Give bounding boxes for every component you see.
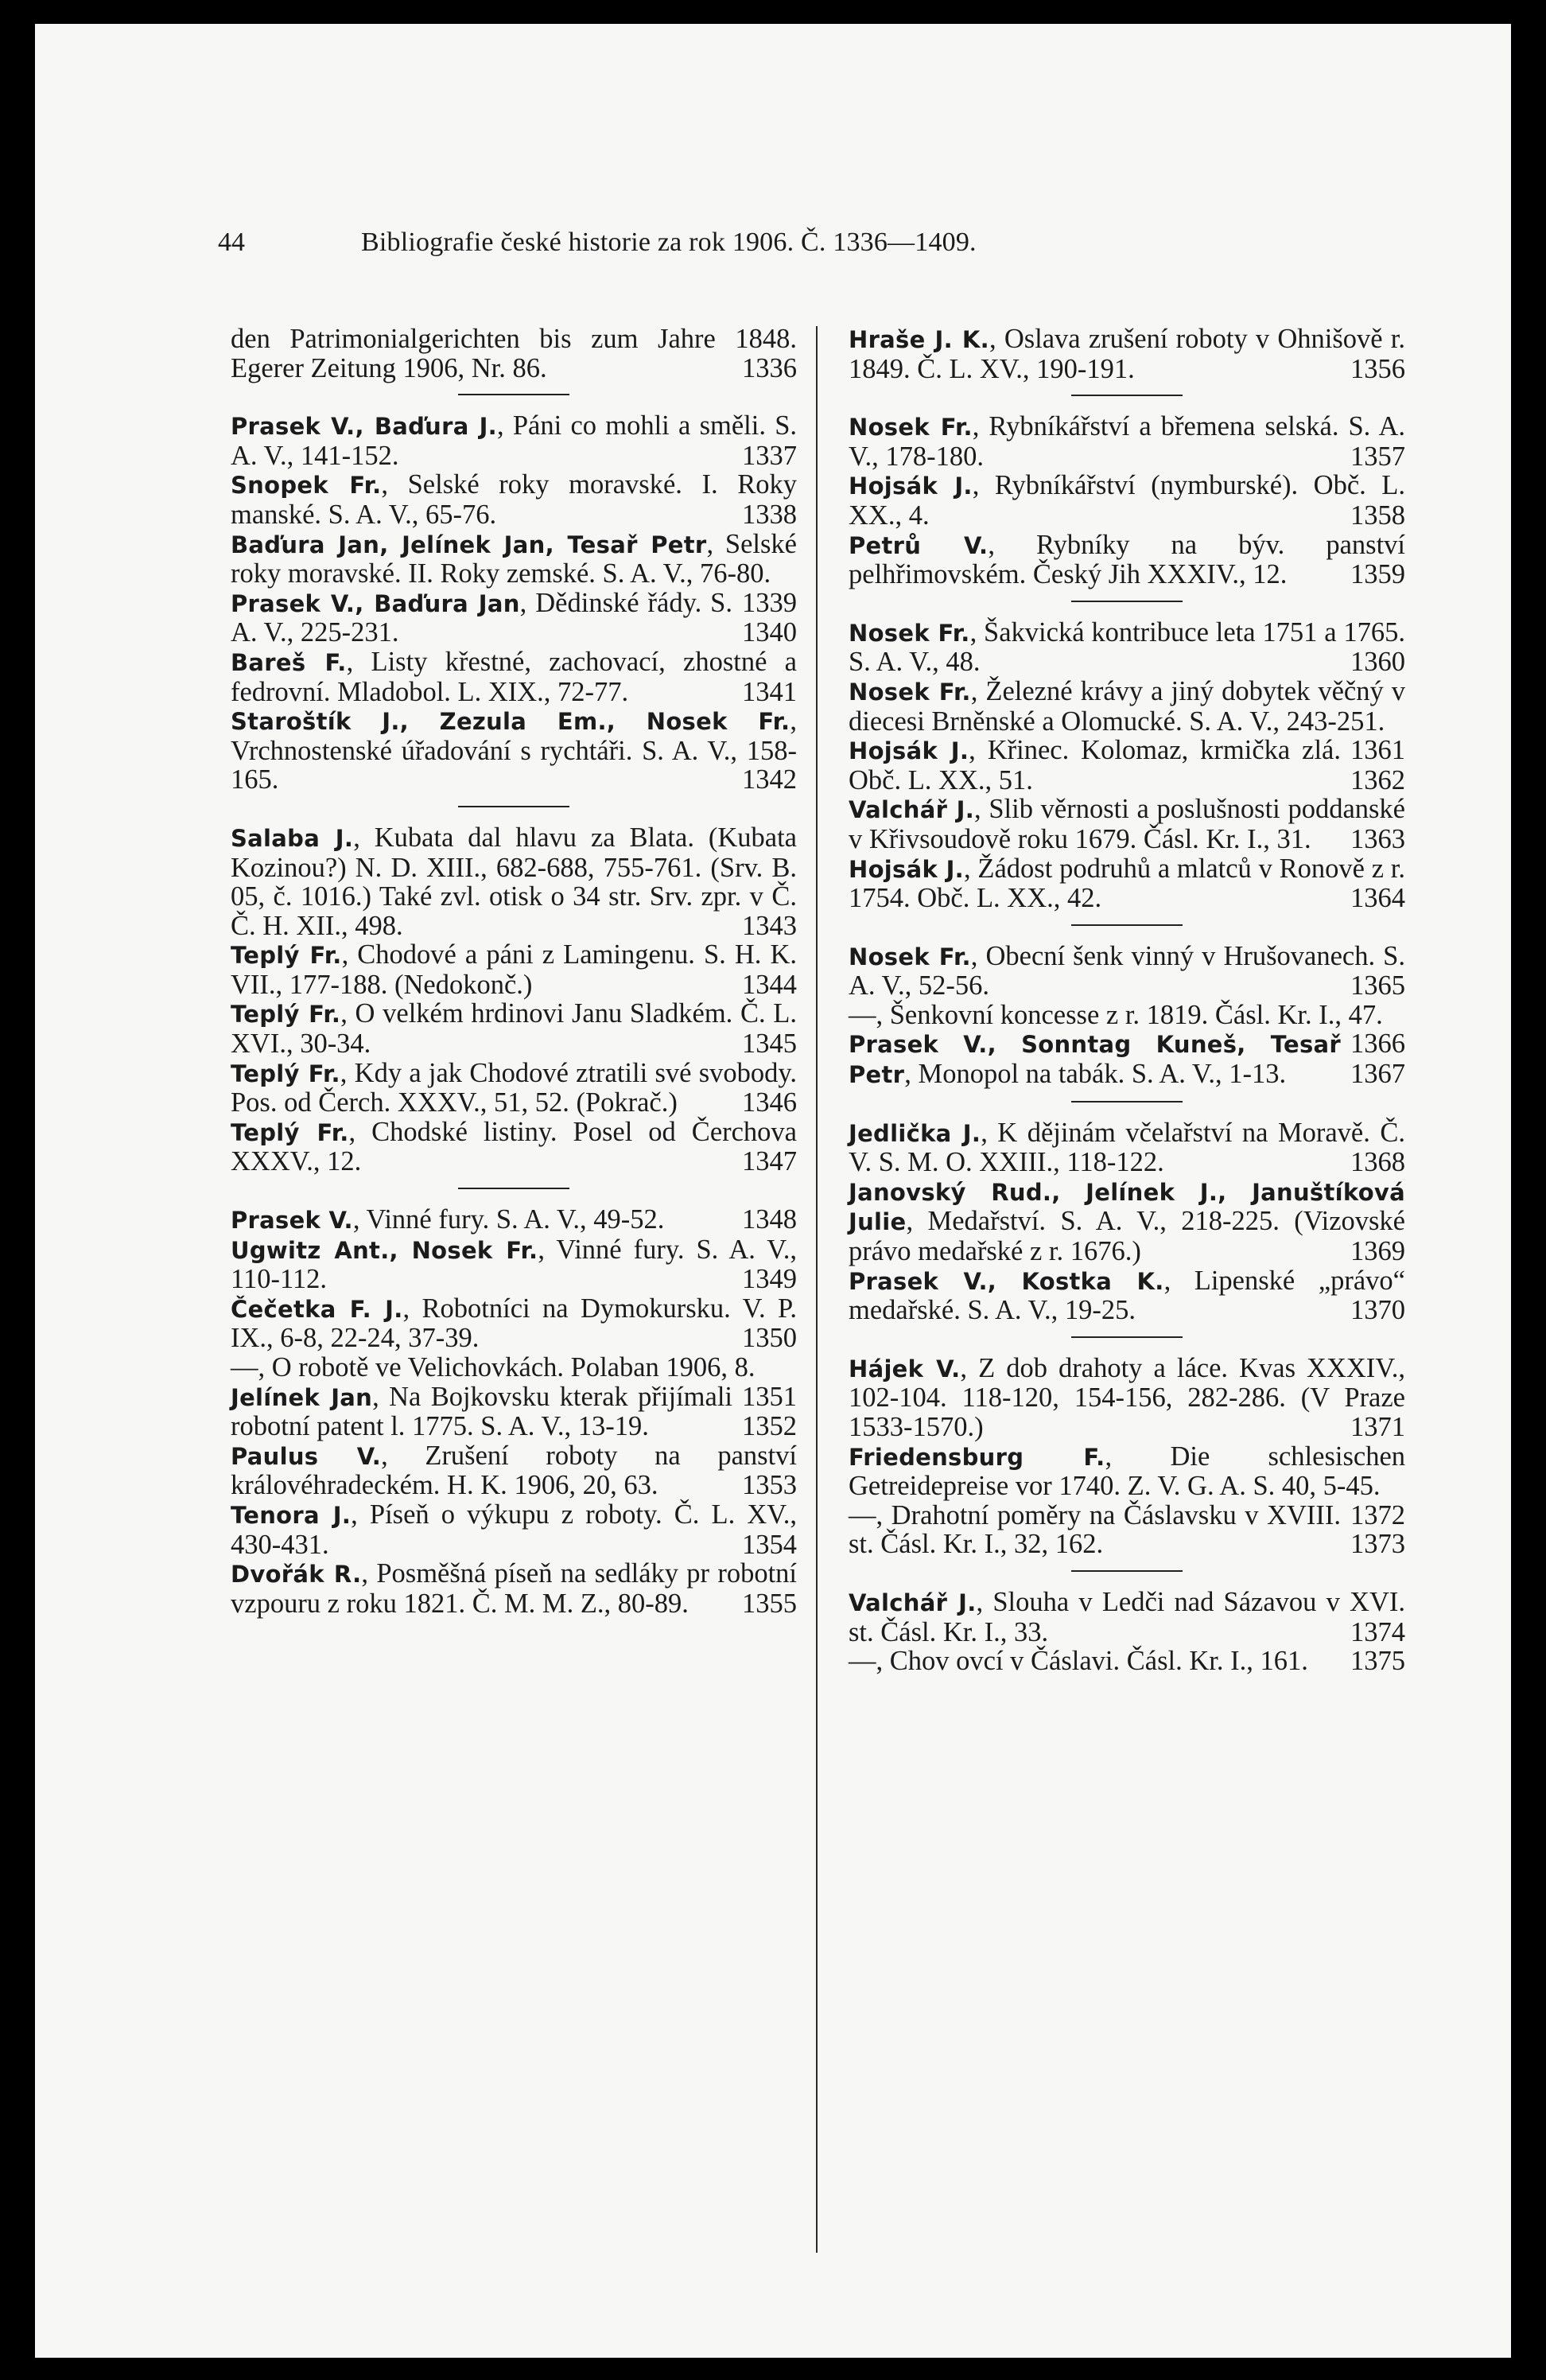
entry-authors: Snopek Fr. — [231, 472, 382, 500]
entry-authors: Paulus V. — [231, 1442, 382, 1470]
entry-number: 1358 — [1350, 500, 1405, 531]
entry-authors: Nosek Fr. — [849, 414, 973, 441]
entry-authors: Teplý Fr. — [231, 1060, 340, 1087]
entry-number: 1356 — [1350, 353, 1405, 384]
entry-citation: , Kdy a jak Chodové ztratili své svobody. Pos. od Čerch. XXXV., 51, 52. (Pokrač.) — [231, 1057, 797, 1118]
section-separator — [1071, 1336, 1183, 1338]
entry-number: 1374 — [1350, 1616, 1405, 1647]
document-page — [35, 24, 1511, 2358]
entry-authors: Petrů V. — [849, 531, 989, 559]
entry-number: 1349 — [742, 1264, 797, 1295]
entry-number: 1363 — [1350, 823, 1405, 854]
bibliography-entry — [849, 1118, 1405, 1177]
bibliography-entry — [849, 736, 1405, 795]
entry-authors: Hájek V. — [849, 1355, 961, 1382]
bibliography-entry — [849, 1501, 1405, 1559]
entry-citation: , Medařství. S. A. V., 218-225. (Vizovské právo medařské z r. 1676.) — [849, 1206, 1405, 1267]
bibliography-entry — [231, 589, 797, 648]
entry-authors: Prasek V., Baďura Jan — [231, 589, 520, 617]
entry-authors: Prasek V., Baďura J. — [231, 413, 497, 441]
entry-number: 1372 — [1350, 1499, 1405, 1530]
entry-citation: , O velkém hrdinovi Janu Sladkém. Č. L. XVI., 30-34. — [231, 998, 797, 1060]
section-separator — [458, 806, 569, 807]
entry-number: 1337 — [742, 440, 797, 471]
entry-citation: , Listy křestné, zachovací, zhostné a fedrovní. Mladobol. L. XIX., 72-77. — [231, 646, 797, 707]
entry-number: 1367 — [1350, 1059, 1405, 1090]
entry-number: 1355 — [742, 1588, 797, 1619]
entry-authors: Nosek Fr. — [849, 943, 971, 970]
entry-citation: , Obecní šenk vinný v Hrušovanech. S. A. V., 52-56. — [849, 940, 1405, 1001]
bibliography-entry — [231, 1500, 797, 1559]
entry-citation: , Posměšná píseň na sedláky pr robotní vzpouru z roku 1821. Č. M. M. Z., 80-89. — [231, 1558, 797, 1619]
entry-authors: Teplý Fr. — [231, 942, 342, 970]
entry-citation: , Rybníky na býv. panství pelhřimovském. Český Jih XXXIV., 12. — [849, 529, 1405, 590]
entry-authors: Prasek V., Kostka K. — [849, 1267, 1164, 1295]
entry-authors: Nosek Fr. — [849, 619, 970, 647]
entry-authors: Teplý Fr. — [231, 1118, 349, 1146]
entry-citation: , Monopol na tabák. S. A. V., 1-13. — [904, 1059, 1287, 1090]
entry-authors: Dvořák R. — [231, 1561, 362, 1589]
bibliography-entry — [849, 854, 1405, 913]
entry-number: 1344 — [742, 969, 797, 1000]
entry-citation: , Oslava zrušení roboty v Ohnišově r. 1849. Č. L. XV., 190-191. — [849, 324, 1405, 384]
entry-number: 1345 — [742, 1029, 797, 1060]
entry-citation: , Píseň o výkupu z roboty. Č. L. XV., 430-431. — [231, 1499, 797, 1560]
entry-number: 1339 — [742, 587, 797, 618]
entry-number: 1370 — [1350, 1295, 1405, 1326]
entry-authors: Hraše J. K. — [849, 326, 989, 353]
entry-citation: , Křinec. Kolomaz, krmička zlá. Obč. L. XX., 51. — [849, 735, 1341, 795]
bibliography-entry — [231, 1559, 797, 1618]
entry-number: 1359 — [1350, 559, 1405, 590]
section-separator — [1071, 924, 1183, 926]
entry-number: 1357 — [1350, 441, 1405, 472]
entry-text: —, O robotě ve Velichovkách. Polaban 1906, 8. — [231, 1352, 756, 1382]
entry-citation: , Chodové a páni z Lamingenu. S. H. K. VII., 177-188. (Nedokonč.) — [231, 939, 798, 1000]
entry-citation: , Slouha v Ledči nad Sázavou v XVI. st. Čásl. Kr. I., 33. — [849, 1586, 1405, 1647]
bibliography-entry — [849, 1266, 1405, 1325]
section-separator — [458, 394, 569, 395]
entry-number: 1338 — [742, 499, 797, 530]
entry-number: 1364 — [1350, 883, 1405, 914]
bibliography-entry — [849, 795, 1405, 854]
entry-citation: , Zrušení roboty na panství královéhradeckém. H. K. 1906, 20, 63. — [231, 1440, 798, 1501]
bibliography-entry — [849, 531, 1405, 589]
entry-number: 1342 — [742, 764, 797, 795]
entry-authors: Prasek V., Sonntag Kuneš, Tesař Petr — [849, 1031, 1341, 1089]
bibliography-entry — [231, 411, 797, 470]
entry-number: 1348 — [742, 1204, 797, 1235]
bibliography-entry — [849, 618, 1405, 677]
entry-citation: , Železné krávy a jiný dobytek věčný v diecesi Brněnské a Olomucké. S. A. V., 243-251. — [849, 675, 1405, 737]
entry-citation: , Vinné fury. S. A. V., 49-52. — [352, 1204, 665, 1235]
bibliography-entry — [231, 470, 797, 529]
bibliography-entry — [849, 1029, 1405, 1089]
entry-authors: Hojsák J. — [849, 855, 965, 883]
entry-authors: Staroštík J., Zezula Em., Nosek Fr. — [231, 708, 790, 736]
entry-citation: , Slib věrnosti a poslušnosti poddanské v Křivsoudově roku 1679. Čásl. Kr. I., 31. — [849, 794, 1405, 854]
entry-authors: Jedlička J. — [849, 1119, 981, 1147]
entry-number: 1353 — [742, 1470, 797, 1501]
bibliography-entry — [849, 1647, 1405, 1676]
entry-number: 1373 — [1350, 1529, 1405, 1560]
entry-authors: Prasek V. — [231, 1207, 353, 1235]
entry-authors: Hojsák J. — [849, 472, 973, 500]
entry-authors: Hojsák J. — [849, 737, 969, 765]
entry-number: 1346 — [742, 1087, 797, 1118]
entry-authors: Ugwitz Ant., Nosek Fr. — [231, 1236, 538, 1264]
entry-authors: Friedensburg F. — [849, 1443, 1105, 1471]
entry-number: 1341 — [742, 676, 797, 707]
entry-number: 1375 — [1350, 1646, 1405, 1677]
bibliography-entry — [231, 706, 797, 795]
running-head — [218, 227, 1172, 259]
bibliography-entry — [849, 1177, 1405, 1266]
right-column — [849, 325, 1405, 1676]
section-separator — [1071, 601, 1183, 602]
entry-citation: , Selské roky moravské. I. Roky manské. S. A. V., 65-76. — [231, 469, 797, 530]
entry-citation: , Die schlesischen Getreidepreise vor 1740. Z. V. G. A. S. 40, 5-45. — [849, 1441, 1406, 1502]
entry-citation: , Dědinské řády. S. A. V., 225-231. — [231, 587, 732, 648]
bibliography-entry — [231, 1118, 797, 1176]
entry-number: 1369 — [1350, 1236, 1405, 1267]
entry-number: 1360 — [1350, 647, 1405, 678]
bibliography-entry — [849, 471, 1405, 530]
entry-text: —, Chov ovcí v Čáslavi. Čásl. Kr. I., 161. — [849, 1646, 1308, 1677]
entry-number: 1354 — [742, 1529, 797, 1560]
section-separator — [458, 1188, 569, 1189]
entry-authors: Salaba J. — [231, 824, 354, 852]
entry-authors: Bareš F. — [231, 648, 347, 676]
bibliography-entry — [849, 412, 1405, 471]
entry-citation: , Rybníkářství (nymburské). Obč. L. XX., 4. — [849, 470, 1405, 531]
entry-authors: Teplý Fr. — [231, 1001, 341, 1029]
entry-text: den Patrimonialgerichten bis zum Jahre 1848. Egerer Zeitung 1906, Nr. 86. — [231, 324, 797, 383]
section-separator — [1071, 1101, 1183, 1102]
entry-number: 1336 — [742, 352, 797, 383]
entry-citation: , Robotníci na Dymokursku. V. P. IX., 6-8, 22-24, 37-39. — [231, 1293, 797, 1354]
entry-authors: Čečetka F. J. — [231, 1295, 403, 1323]
entry-number: 1343 — [742, 910, 797, 941]
bibliography-entry — [231, 1382, 797, 1441]
entry-citation: , Z dob drahoty a láce. Kvas XXXIV., 102-104. 118-120, 154-156, 282-286. (V Praze 1533-1570.) — [849, 1352, 1406, 1442]
entry-number: 1361 — [1350, 735, 1405, 766]
entry-authors: Jelínek Jan — [231, 1383, 373, 1411]
entry-authors: Tenora J. — [231, 1501, 352, 1529]
entry-number: 1365 — [1350, 970, 1405, 1001]
entry-citation: , Šakvická kontribuce leta 1751 a 1765. S. A. V., 48. — [849, 616, 1405, 678]
header-title: Bibliografie české historie za rok 1906. Č. 1336—1409. — [361, 228, 977, 257]
entry-citation: , K dějinám včelařství na Moravě. Č. V. S. M. O. XXIII., 118-122. — [849, 1117, 1405, 1178]
bibliography-entry — [231, 1441, 797, 1500]
entry-number: 1351 — [742, 1381, 797, 1412]
entry-authors: Janovský Rud., Jelínek J., Januštíková Julie — [849, 1178, 1405, 1236]
entry-number: 1371 — [1350, 1412, 1405, 1442]
entry-authors: Nosek Fr. — [849, 678, 971, 706]
bibliography-entry — [849, 942, 1405, 1001]
section-separator — [1071, 395, 1183, 396]
bibliography-entry — [231, 1235, 797, 1294]
bibliography-entry — [849, 325, 1405, 383]
bibliography-entry — [231, 1294, 797, 1353]
entry-citation: , Žádost podruhů a mlatců v Ronově z r. 1754. Obč. L. XX., 42. — [849, 853, 1405, 914]
entry-number: 1347 — [742, 1146, 797, 1177]
bibliography-entry — [231, 940, 797, 999]
column-divider — [816, 326, 818, 2253]
bibliography-entry — [231, 1205, 797, 1235]
bibliography-entry — [849, 1354, 1405, 1442]
left-column — [231, 325, 797, 1618]
bibliography-entry — [231, 325, 797, 383]
entry-citation: , Páni co mohli a směli. S. A. V., 141-152. — [231, 410, 798, 471]
entry-citation: , Kubata dal hlavu za Blata. (Kubata Kozinou?) N. D. XIII., 682-688, 755-761. (Srv. B. 05, č. 1016.) Také zvl. otisk o 34 str. Srv. zpr. v Č. Č. H. XII., 498. — [231, 822, 797, 941]
entry-number: 1366 — [1350, 1029, 1405, 1060]
entry-number: 1352 — [742, 1411, 797, 1442]
entry-number: 1350 — [742, 1323, 797, 1354]
entry-text: —, Drahotní poměry na Čáslavsku v XVIII. st. Čásl. Kr. I., 32, 162. — [849, 1499, 1341, 1560]
entry-authors: Baďura Jan, Jelínek Jan, Tesař Petr — [231, 531, 707, 558]
entry-citation: , Vinné fury. S. A. V., 110-112. — [231, 1234, 798, 1295]
section-separator — [1071, 1570, 1183, 1572]
bibliography-entry — [231, 1059, 797, 1118]
entry-text: —, Šenkovní koncesse z r. 1819. Čásl. Kr. I., 47. — [849, 999, 1383, 1030]
entry-citation: , Chodské listiny. Posel od Čerchova XXXV., 12. — [231, 1116, 797, 1177]
bibliography-entry — [231, 648, 797, 706]
bibliography-entry — [231, 823, 797, 940]
entry-authors: Valchář J. — [849, 1589, 977, 1616]
entry-number: 1340 — [742, 617, 797, 648]
entry-citation: , Rybníkářství a břemena selská. S. A. V., 178-180. — [849, 411, 1405, 472]
bibliography-entry — [231, 999, 797, 1058]
entry-citation: , Na Bojkovsku kterak přijímali robotní patent l. 1775. S. A. V., 13-19. — [231, 1381, 732, 1442]
bibliography-entry — [849, 1588, 1405, 1647]
entry-citation: , Lipenské „právo“ medařské. S. A. V., 19-25. — [849, 1265, 1405, 1326]
page-number: 44 — [218, 228, 245, 257]
entry-number: 1368 — [1350, 1147, 1405, 1178]
entry-authors: Valchář J. — [849, 796, 975, 824]
entry-citation: , Selské roky moravské. II. Roky zemské. S. A. V., 76-80. — [231, 528, 797, 589]
entry-number: 1362 — [1350, 764, 1405, 795]
entry-citation: , Vrchnostenské úřadování s rychtáři. S. A. V., 158-165. — [231, 706, 797, 795]
